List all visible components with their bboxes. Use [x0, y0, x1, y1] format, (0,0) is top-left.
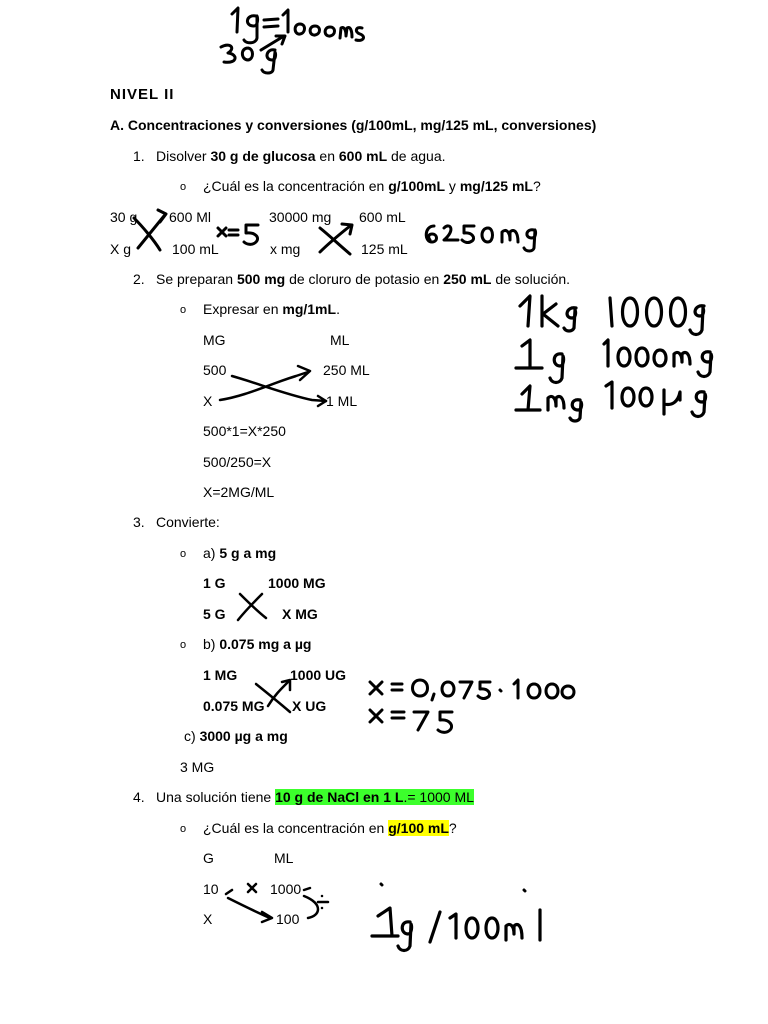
q2-number: 2.	[133, 271, 145, 287]
ink-1g-100ml	[372, 908, 540, 951]
q1-work-xmg: x mg	[270, 241, 301, 257]
ink-x-75	[370, 710, 452, 732]
q4-text: Una solución tiene 10 g de NaCl en 1 L.= 1000 ML	[156, 789, 474, 805]
q3b-text: b) 0.075 mg a µg	[203, 636, 312, 652]
q1-bullet: o	[180, 181, 187, 193]
ink-q3a-cross	[238, 594, 266, 620]
q2-bullet: o	[180, 304, 187, 316]
q1-subquestion: ¿Cuál es la concentración en g/100mL y mg/125 mL?	[203, 178, 541, 194]
q1-number: 1.	[133, 148, 145, 164]
q2-work-ml-header: ML	[330, 332, 350, 348]
q4-bullet: o	[180, 823, 187, 835]
q3b-work-0075mg: 0.075 MG	[203, 698, 265, 714]
ink-x-equals-5	[218, 225, 258, 244]
q2-work-x: X	[203, 393, 213, 409]
q1-work-30000mg: 30000 mg	[269, 209, 332, 225]
q1-work-xg: X g	[110, 241, 132, 257]
q2-text: Se preparan 500 mg de cloruro de potasio en 250 mL de solución.	[156, 271, 571, 287]
q3b-work-xug: X UG	[292, 698, 327, 714]
q2-work-result: X=2MG/ML	[203, 484, 275, 500]
q2-work-1ml: 1 ML	[326, 393, 358, 409]
ink-x-0075-1000	[370, 680, 574, 700]
q3-label: Convierte:	[156, 514, 220, 530]
ink-units-table	[516, 296, 712, 421]
q2-work-step1: 500*1=X*250	[203, 423, 286, 439]
q3b-work-1000ug: 1000 UG	[290, 667, 347, 683]
q4-work-10: 10	[203, 881, 219, 897]
q3c-answer: 3 MG	[180, 759, 215, 775]
ink-q1-cross-left	[134, 210, 166, 250]
q4-work-1000: 1000	[270, 881, 302, 897]
q4-number: 4.	[133, 789, 145, 805]
section-title: A. Concentraciones y conversiones (g/100mL, mg/125 mL, conversiones)	[110, 117, 597, 133]
ink-6250mg	[426, 226, 535, 251]
q3a-work-5g: 5 G	[203, 606, 226, 622]
q3a-work-xmg: X MG	[282, 606, 318, 622]
q4-work-100: 100	[276, 911, 300, 927]
q1-work-125ml: 125 mL	[361, 241, 408, 257]
ink-30g	[221, 36, 285, 73]
q3c-text: c) 3000 µg a mg	[184, 728, 288, 744]
q2-subquestion: Expresar en mg/1mL.	[203, 301, 340, 317]
ink-q1-cross-right	[320, 224, 352, 254]
q4-work-x: X	[203, 911, 213, 927]
q2-work-500: 500	[203, 362, 227, 378]
q3-number: 3.	[133, 514, 145, 530]
q3a-text: a) 5 g a mg	[203, 545, 277, 561]
q1-work-600ml: 600 Ml	[169, 209, 212, 225]
q4-work-g-header: G	[203, 850, 214, 866]
q3a-work-1g: 1 G	[203, 575, 226, 591]
ink-q2-arrows	[220, 366, 326, 406]
level-heading: NIVEL II	[110, 86, 175, 103]
q1-work-100ml: 100 mL	[172, 241, 219, 257]
ink-1g-1000mg	[232, 8, 363, 43]
q3a-bullet: o	[180, 548, 187, 560]
q3b-bullet: o	[180, 639, 187, 651]
q2-work-250ml: 250 ML	[323, 362, 370, 378]
q3b-work-1mg: 1 MG	[203, 667, 238, 683]
q2-work-step2: 500/250=X	[203, 454, 272, 470]
q1-text: Disolver 30 g de glucosa en 600 mL de agua.	[156, 148, 446, 164]
ink-dots	[381, 884, 525, 891]
q4-work-ml-header: ML	[274, 850, 294, 866]
q3a-work-1000mg: 1000 MG	[268, 575, 326, 591]
q4-subquestion: ¿Cuál es la concentración en g/100 mL?	[203, 820, 457, 836]
q1-work-600ml-b: 600 mL	[359, 209, 406, 225]
q2-work-mg-header: MG	[203, 332, 226, 348]
q1-work-30g: 30 g	[110, 209, 138, 225]
